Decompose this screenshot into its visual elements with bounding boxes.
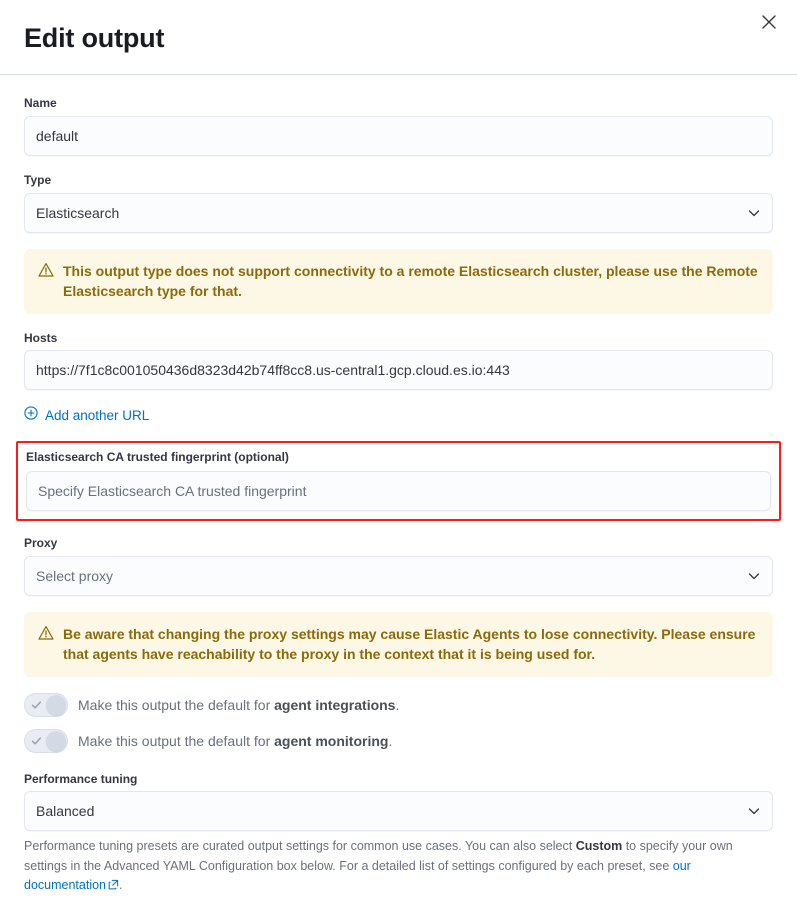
name-label: Name <box>24 96 57 111</box>
performance-tuning-row <box>24 771 773 832</box>
default-integrations-toggle[interactable] <box>24 693 68 717</box>
plus-in-circle-icon <box>24 406 38 425</box>
performance-tuning-help: Performance tuning presets are curated output settings for common use cases. You can also select Custom to specify your own settings in the Advanced YAML Configuration box below. For a detailed list of settings configured by each preset, see our documentation . <box>24 837 773 896</box>
default-integrations-label: Make this output the default for agent integrations. <box>78 696 400 713</box>
close-icon <box>762 15 776 29</box>
type-select-wrap <box>24 193 773 233</box>
default-integrations-row <box>24 693 773 717</box>
check-icon <box>31 699 42 710</box>
toggle-knob <box>46 731 66 751</box>
default-monitoring-label-bold: agent monitoring <box>274 732 389 749</box>
close-button[interactable] <box>753 6 785 38</box>
name-input[interactable] <box>24 116 773 156</box>
external-link-icon <box>108 877 119 896</box>
flyout-header <box>0 0 797 75</box>
documentation-link[interactable]: our documentation <box>24 858 691 893</box>
fingerprint-field-highlight <box>16 441 781 521</box>
page-title: Edit output <box>24 23 165 53</box>
performance-tuning-label: Performance tuning <box>24 771 138 786</box>
warning-icon <box>38 262 54 283</box>
toggle-knob <box>46 695 66 715</box>
default-integrations-label-bold: agent integrations <box>274 696 396 713</box>
type-label: Type <box>24 173 52 188</box>
type-warning-callout <box>24 249 773 314</box>
proxy-select-wrap <box>24 556 773 596</box>
hosts-input[interactable] <box>24 350 773 390</box>
hosts-field-row <box>24 330 773 391</box>
performance-tuning-select-wrap <box>24 791 773 831</box>
help-bold-custom: Custom <box>575 839 623 854</box>
add-another-url-button[interactable] <box>24 406 149 425</box>
proxy-warning-text: Be aware that changing the proxy settings may cause Elastic Agents to lose connectivity. Please ensure that agents have reachability to the proxy in the context that it is being used for. <box>63 625 756 663</box>
proxy-field-row <box>24 535 773 596</box>
proxy-select[interactable]: Select proxy <box>24 556 773 596</box>
default-monitoring-row <box>24 729 773 753</box>
hosts-label: Hosts <box>24 330 58 345</box>
add-another-url-label: Add another URL <box>45 408 150 424</box>
default-monitoring-label: Make this output the default for agent monitoring. <box>78 732 393 749</box>
check-icon <box>31 735 42 746</box>
proxy-warning-callout <box>24 612 773 677</box>
warning-icon <box>38 625 54 646</box>
fingerprint-label: Elasticsearch CA trusted fingerprint (optional) <box>26 450 289 465</box>
type-select[interactable]: Elasticsearch <box>24 193 773 233</box>
name-field-row <box>24 95 773 156</box>
performance-tuning-select[interactable]: Balanced <box>24 791 773 831</box>
flyout-body <box>0 75 797 912</box>
proxy-label: Proxy <box>24 536 58 551</box>
fingerprint-input[interactable] <box>26 471 771 511</box>
type-field-row <box>24 172 773 233</box>
default-monitoring-toggle[interactable] <box>24 729 68 753</box>
type-warning-text: This output type does not support connectivity to a remote Elasticsearch cluster, please use the Remote Elasticsearch type for that. <box>63 262 758 300</box>
